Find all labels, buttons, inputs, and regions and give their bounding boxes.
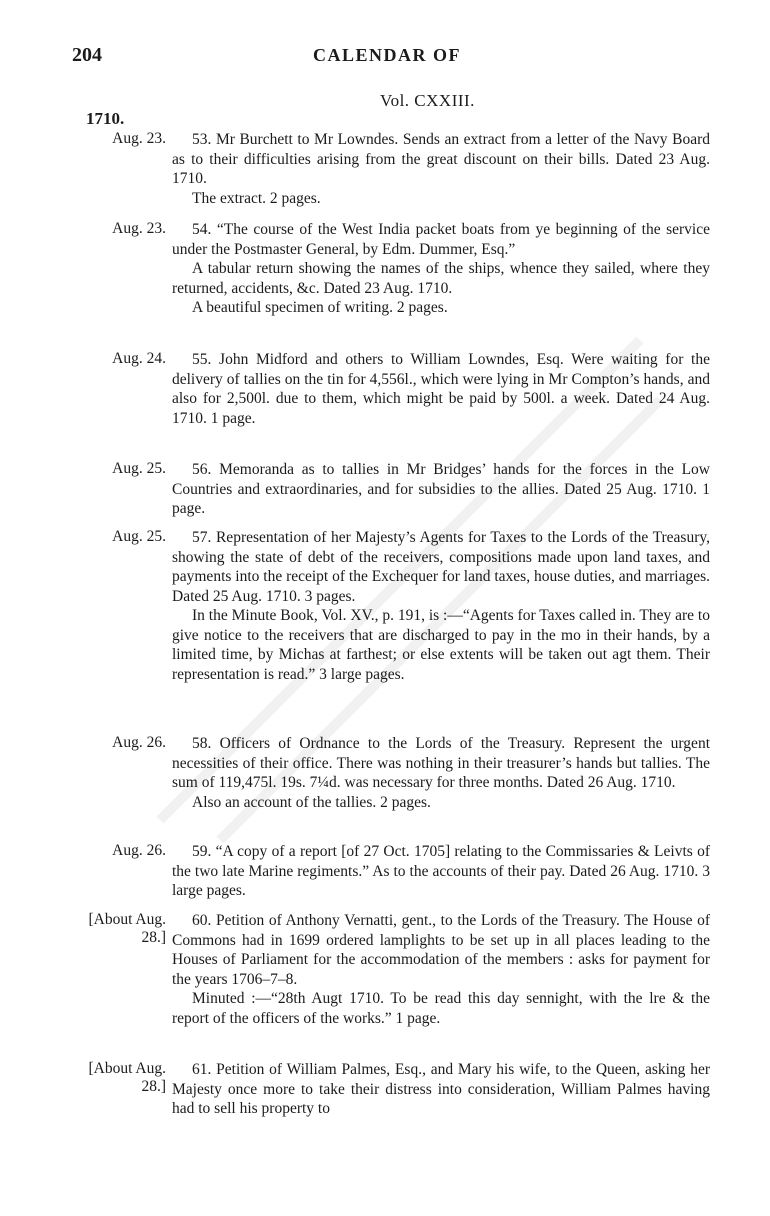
entry-body bbox=[172, 130, 710, 208]
entry-paragraph: A tabular return showing the names of the ships, whence they sailed, where they returned, accidents, &c. Dated 23 Aug. 1710. bbox=[172, 260, 710, 297]
page-header bbox=[72, 44, 702, 74]
calendar-entry bbox=[70, 842, 710, 901]
calendar-entry bbox=[70, 220, 710, 318]
calendar-entry bbox=[70, 528, 710, 684]
entry-paragraph: 60. Petition of Anthony Vernatti, gent., to the Lords of the Treasury. The House of Commons had in 1699 ordered lamplights to be set up in all places leading to the Houses of Parliament for the accommodation of the members : asks for payment for the years 1706–7–8. bbox=[172, 912, 710, 988]
entry-date: Aug. 25. bbox=[112, 460, 166, 477]
year-marker: 1710. bbox=[86, 109, 125, 128]
entry-date: [About Aug. 28.] bbox=[88, 1060, 166, 1095]
entry-body bbox=[172, 911, 710, 1028]
calendar-entry bbox=[70, 350, 710, 428]
entry-paragraph: Minuted :—“28th Augt 1710. To be read this day sennight, with the lre & the report of the officers of the works.” 1 page. bbox=[172, 990, 710, 1027]
entry-body bbox=[172, 350, 710, 428]
entry-date: Aug. 23. bbox=[112, 220, 166, 237]
entry-paragraph: A beautiful specimen of writing. 2 pages. bbox=[192, 299, 448, 316]
entry-body bbox=[172, 528, 710, 684]
entry-body bbox=[172, 460, 710, 519]
entry-body bbox=[172, 734, 710, 812]
entry-date: [About Aug. 28.] bbox=[88, 911, 166, 946]
entry-date: Aug. 23. bbox=[112, 130, 166, 147]
entry-paragraph: 57. Representation of her Majesty’s Agents for Taxes to the Lords of the Treasury, showing the state of debt of the receivers, compositions made upon land taxes, and payments into the receipt of the Exchequer for land taxes, house duties, and marriages. Dated 25 Aug. 1710. 3 pages. bbox=[172, 529, 711, 605]
entry-paragraph: Also an account of the tallies. 2 pages. bbox=[192, 793, 431, 811]
calendar-entry bbox=[70, 130, 710, 208]
entry-paragraph: 61. Petition of William Palmes, Esq., and Mary his wife, to the Queen, asking her Majesty once more to take their distress into consideration, William Palmes having had to sell his property to bbox=[172, 1061, 710, 1117]
entry-date: Aug. 24. bbox=[112, 350, 166, 367]
entry-paragraph: 56. Memoranda as to tallies in Mr Bridges’ hands for the forces in the Low Countries and extraordinaries, and for subsidies to the allies. Dated 25 Aug. 1710. 1 page. bbox=[172, 461, 710, 517]
entry-body bbox=[172, 1060, 710, 1119]
entry-paragraph: In the Minute Book, Vol. XV., p. 191, is :—“Agents for Taxes called in. They are to give notice to the receivers that are discharged to pay in the mo in their hands, by a limited time, by Michas at farthest; or else extents will be taken out agt them. Their representation is read.” 3 large pages. bbox=[172, 607, 710, 683]
entry-paragraph: 55. John Midford and others to William Lowndes, Esq. Were waiting for the delivery of tallies on the tin for 4,556l., which were lying in Mr Compton’s hands, and also for 2,500l. due to them, which might be paid by 500l. a week. Dated 24 Aug. 1710. 1 page. bbox=[172, 351, 710, 427]
volume-heading: Vol. CXXIII. bbox=[380, 91, 475, 110]
entry-date: Aug. 26. bbox=[112, 734, 166, 751]
entry-date: Aug. 26. bbox=[112, 842, 166, 859]
entry-paragraph: The extract. 2 pages. bbox=[192, 189, 321, 207]
calendar-entry bbox=[70, 460, 710, 519]
calendar-entry bbox=[70, 1060, 710, 1119]
running-title: CALENDAR OF bbox=[312, 45, 461, 65]
entry-paragraph: 54. “The course of the West India packet boats from ye beginning of the service under the Postmaster General, by Edm. Dummer, Esq.” bbox=[172, 221, 710, 258]
entry-paragraph: 58. Officers of Ordnance to the Lords of the Treasury. Represent the urgent necessities of their office. There was nothing in their treasurer’s hands but tallies. The sum of 119,475l. 19s. 7¼d. was necessary for three months. Dated 26 Aug. 1710. bbox=[172, 735, 710, 791]
calendar-entry bbox=[70, 911, 710, 1028]
entry-body bbox=[172, 842, 710, 901]
page-number: 204 bbox=[72, 44, 102, 66]
entry-paragraph: 59. “A copy of a report [of 27 Oct. 1705] relating to the Commissaries & Leivts of the two late Marine regiments.” As to the accounts of their pay. Dated 26 Aug. 1710. 3 large pages. bbox=[172, 843, 710, 899]
entry-body bbox=[172, 220, 710, 318]
entry-paragraph: 53. Mr Burchett to Mr Lowndes. Sends an extract from a letter of the Navy Board as to their difficulties arising from the great discount on their bills. Dated 23 Aug. 1710. bbox=[172, 131, 710, 187]
calendar-entry bbox=[70, 734, 710, 812]
entry-date: Aug. 25. bbox=[112, 528, 166, 545]
